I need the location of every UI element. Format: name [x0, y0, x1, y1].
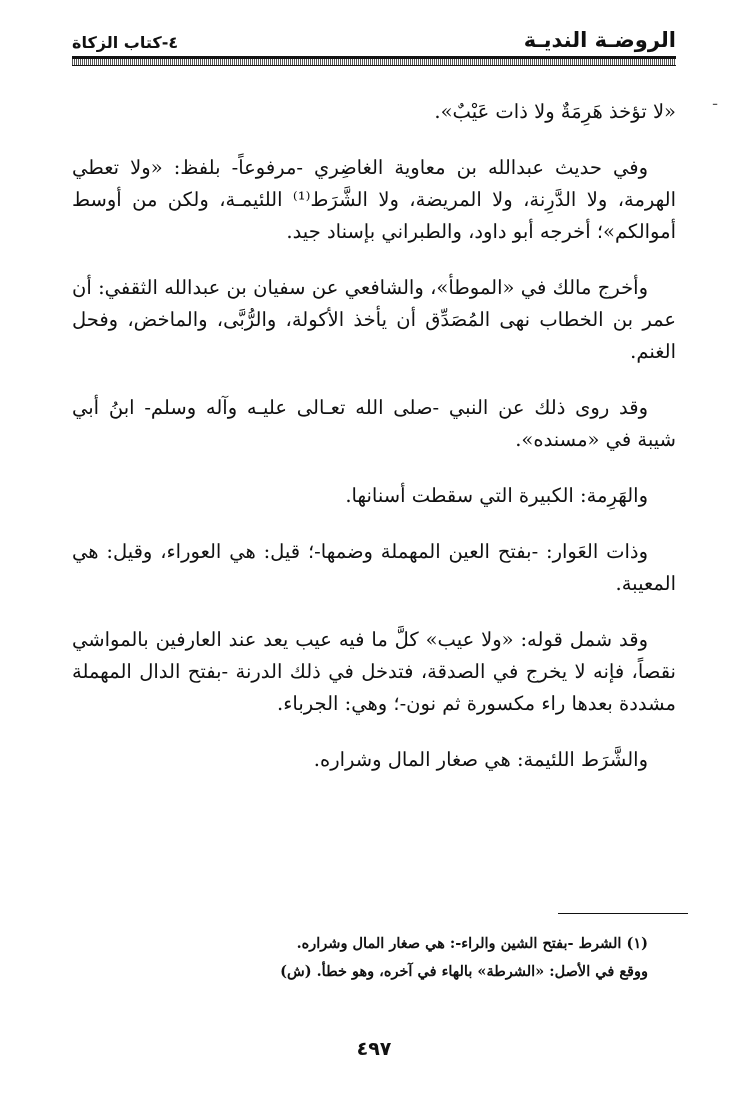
- page-number: ٤٩٧: [356, 1038, 392, 1060]
- margin-mark: ـ: [713, 93, 718, 109]
- paragraph-ayb-explanation: وقد شمل قوله: «ولا عيب» كلَّ ما فيه عيب يعد عند العارفين بالمواشي نقصاً، فإنه لا يخرج في الصدقة، فتدخل في ذلك الدرنة -بفتح الدال المهملة مشددة بعدها راء مكسورة ثم نون-؛ وهي: الجرباء.: [72, 628, 676, 715]
- footnote-separator: [558, 913, 688, 914]
- paragraph-sharat-definition: والشَّرَط اللئيمة: هي صغار المال وشراره.: [313, 748, 648, 771]
- paragraph-ghadiri-hadith: وفي حديث عبدالله بن معاوية الغاضِري -مرفوعاً- بلفظ: «ولا تعطي الهرمة، ولا الدَّرِنة، ولا المريضة، ولا الشَّرَط⁽¹⁾ اللئيمـة، ولكن من أوسط أموالكم»؛ أخرجه أبو داود، والطبراني بإسناد جيد.: [72, 156, 676, 243]
- running-header: [72, 26, 676, 52]
- main-text: [72, 96, 676, 800]
- footnote-1-continuation: ووقع في الأصل: «الشرطة» بالهاء في آخره، وهو خطأ. (ش): [280, 963, 648, 980]
- paragraph-malik-muwatta: وأخرج مالك في «الموطأ»، والشافعي عن سفيان بن عبدالله الثقفي: أن عمر بن الخطاب نهى المُصَدِّق أن يأخذ الأكولة، والرُّبَّى، والماخض، وفحل الغنم.: [72, 276, 676, 363]
- paragraph-hadith-quote: «لا تؤخذ هَرِمَةٌ ولا ذات عَيْبٌ».: [434, 100, 676, 123]
- chapter-title: ٤-كتاب الزكاة: [72, 33, 179, 52]
- paragraph-ibn-abi-shayba: وقد روى ذلك عن النبي -صلى الله تعـالى عليـه وآله وسلم- ابنُ أبي شيبة في «مسنده».: [72, 396, 676, 451]
- paragraph-harima-definition: والهَرِمة: الكبيرة التي سقطت أسنانها.: [345, 484, 648, 507]
- book-title: الروضـة النديـة: [523, 28, 676, 52]
- footnote-1: (١) الشرط -بفتح الشين والراء-: هي صغار المال وشراره.: [296, 935, 648, 952]
- header-rule: [72, 56, 676, 66]
- footnotes: [72, 930, 648, 986]
- paragraph-awar-definition: وذات العَوار: -بفتح العين المهملة وضمها-؛ قيل: هي العوراء، وقيل: هي المعيبة.: [72, 540, 676, 595]
